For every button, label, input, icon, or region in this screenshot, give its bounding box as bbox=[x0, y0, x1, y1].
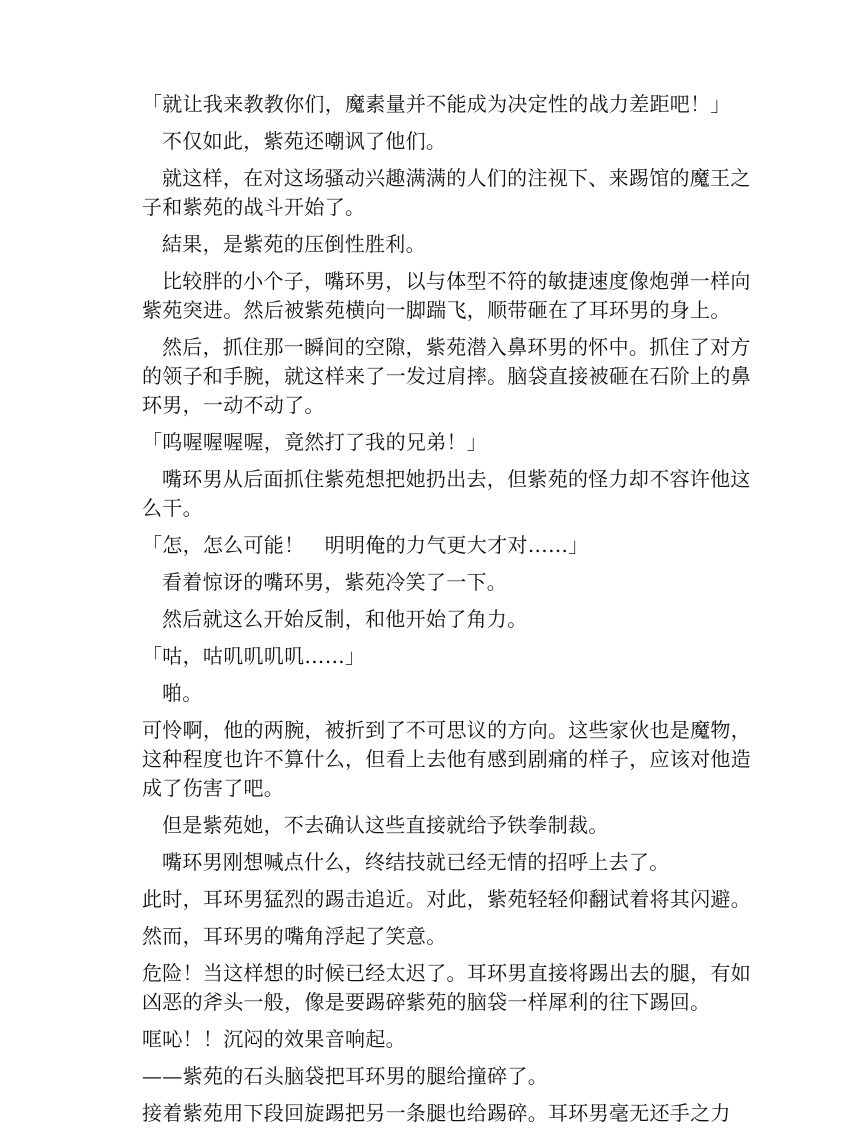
paragraph: 啪。 bbox=[162, 681, 203, 705]
paragraph: 「就让我来教教你们，魔素量并不能成为决定性的战力差距吧！」 bbox=[142, 92, 731, 116]
paragraph: 嘴环男刚想喊点什么，终结技就已经无情的招呼上去了。 bbox=[162, 850, 670, 874]
paragraph: 接着紫苑用下段回旋踢把另一条腿也给踢碎。耳环男毫无还手之力 bbox=[142, 1101, 731, 1125]
paragraph: 嘴环男从后面抓住紫苑想把她扔出去，但紫苑的怪力却不容许他这么干。 bbox=[142, 467, 751, 520]
paragraph: 危险！当这样想的时候已经太迟了。耳环男直接将踢出去的腿，有如凶恶的斧头一般，像是要踢碎紫苑的脑袋一样犀利的往下踢回。 bbox=[142, 961, 751, 1014]
paragraph: 就这样，在对这场骚动兴趣满满的人们的注视下、来踢馆的魔王之子和紫苑的战斗开始了。 bbox=[142, 166, 751, 219]
paragraph: 看着惊讶的嘴环男，紫苑冷笑了一下。 bbox=[162, 570, 508, 594]
paragraph: 哐吣！！沉闷的效果音响起。 bbox=[142, 1027, 406, 1051]
paragraph: 不仅如此，紫苑还嘲讽了他们。 bbox=[162, 129, 447, 153]
paragraph: 比较胖的小个子，嘴环男，以与体型不符的敏捷速度像炮弹一样向紫苑突进。然后被紫苑横向一脚踹飞，顺带砸在了耳环男的身上。 bbox=[142, 269, 751, 322]
paragraph: 可怜啊，他的两腕，被折到了不可思议的方向。这些家伙也是魔物，这种程度也许不算什么，但看上去他有感到剧痛的样子，应该对他造成了伤害了吧。 bbox=[142, 718, 751, 800]
document-body bbox=[142, 90, 754, 1136]
paragraph: 然后就这么开始反制，和他开始了角力。 bbox=[162, 607, 528, 631]
paragraph: 但是紫苑她，不去确认这些直接就给予铁拳制裁。 bbox=[162, 813, 609, 837]
paragraph: 「呜喔喔喔喔，竟然打了我的兄弟！」 bbox=[142, 430, 488, 454]
paragraph: 然而，耳环男的嘴角浮起了笑意。 bbox=[142, 924, 447, 948]
paragraph: ——紫苑的石头脑袋把耳环男的腿给撞碎了。 bbox=[142, 1064, 548, 1088]
paragraph: 「咕，咕叽叽叽叽……」 bbox=[142, 644, 366, 668]
paragraph: 「怎，怎么可能！ 明明俺的力气更大才对……」 bbox=[142, 533, 589, 557]
paragraph: 此时，耳环男猛烈的踢击追近。对此，紫苑轻轻仰翻试着将其闪避。 bbox=[142, 887, 751, 911]
paragraph: 然后，抓住那一瞬间的空隙，紫苑潜入鼻环男的怀中。抓住了对方的领子和手腕，就这样来了一发过肩摔。脑袋直接被砸在石阶上的鼻环男，一动不动了。 bbox=[142, 335, 751, 417]
paragraph: 結果，是紫苑的压倒性胜利。 bbox=[162, 232, 426, 256]
